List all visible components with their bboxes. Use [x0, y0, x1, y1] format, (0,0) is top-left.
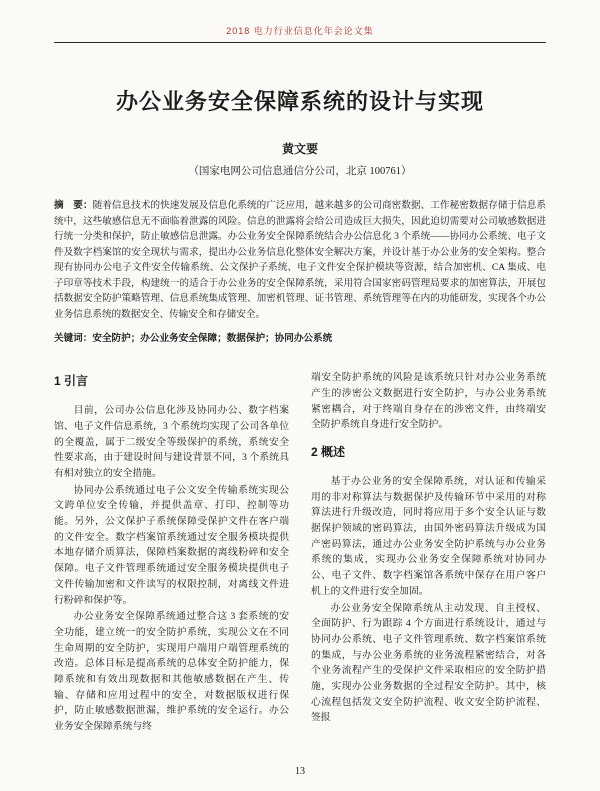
paragraph: 协同办公系统通过电子公文安全传输系统实现公文跨单位安全传输，并提供盖章、打印、控制等功能。另外，公文保护子系统保障受保护文件在客户端的文件安全。数字档案馆系统通过安全服务模块提供本地存储介质算法，保障档案数据的离线粉碎和安全保障。电子文件管理系统通过安全服务模块提供电子文件传输加密和文件读写的权限控制，对离线文件进行粉碎和保护等。 [54, 484, 289, 606]
proceedings-title: 2018 电力行业信息化年会论文集 [226, 26, 374, 36]
article-title: 办公业务安全保障系统的设计与实现 [115, 89, 484, 114]
paragraph: 办公业务安全保障系统通过整合这 3 套系统的安全功能，建立统一的安全防护系统，实现公文在不同生命周期的安全防护，实现用户端用户端管理系统的改造。总体目标是提高系统的总体安全防护能力，保障系统和有效出现数据和其他敏感数据在产生、传输、存储和应用过程中的安全，对数据版权进行保护，防止敏感数据泄漏，维护系统的安全运行。办公业务安全保障系统与终 [54, 611, 289, 732]
author-affiliation: （国家电网公司信息通信分公司，北京 100761） [188, 166, 412, 177]
page-number: 13 [295, 766, 305, 777]
keywords-block [54, 330, 546, 344]
keywords-text: 安全防护；办公业务安全保障；数据保护；协同办公系统 [92, 333, 333, 345]
paragraph: 基于办公业务的安全保障系统，对认证和传输采用的非对称算法与数据保护及传输环节中采用的对称算法进行升级改造，同时将应用于多个安全认证与数据保护领域的密码算法，由国外密码算法升级成为国产密码算法，通过办公业务安全防护系统与办公业务系统的集成，实现办公业务安全保障系统对协同办公、电子文件、数字档案馆各系统中保存在用户客户机上的文件进行安全加固。 [311, 476, 546, 597]
author-name: 黄文要 [281, 142, 318, 156]
page-header [54, 24, 546, 43]
header-divider [54, 42, 546, 43]
paragraph: 目前，公司办公信息化涉及协同办公、数字档案馆、电子文件信息系统，3 个系统均实现了公司各单位的全覆盖，属于二级安全等级保护的系统，系统安全性要求高，由于建设时间与建设背景不同，3 个系统具有相对独立的安全措施。 [54, 405, 289, 480]
section-heading-introduction: 1 引言 [54, 374, 89, 389]
abstract-block [54, 198, 546, 322]
left-column [54, 370, 289, 735]
body-columns [54, 370, 546, 735]
section-heading-overview: 2 概述 [311, 444, 346, 459]
paragraph-continuation: 端安全防护系统的风险是该系统只针对办公业务系统产生的涉密公文数据进行安全防护，与办公业务系统紧密耦合，对于终端自身存在的涉密文件，由终端安全防护系统自身进行安全防护。 [311, 372, 546, 431]
paragraph: 办公业务安全保障系统从主动发现、自主授权、全面防护、行为跟踪 4 个方面进行系统设计，通过与协同办公系统、电子文件管理系统、数字档案馆系统的集成，与办公业务系统的业务流程紧密结合，对各个业务流程产生的受保护文件采取相应的安全防护措施，实现办公业务数据的全过程安全防护。其中，核心流程包括发文安全防护流程、收文安全防护流程、签报 [311, 602, 546, 724]
abstract-label: 摘 要： [54, 200, 93, 211]
keywords-label: 关键词： [54, 333, 93, 345]
abstract-text: 随着信息技术的快速发展及信息化系统的广泛应用，越来越多的公司商密数据、工作秘密数据存储于信息系统中，这些敏感信息无不面临着泄露的风险。信息的泄露将会给公司造成巨大损失，因此迫切需要对公司敏感数据进行统一分类和保护，防止敏感信息泄露。办公业务安全保障系统结合办公信息化 3 个系统——协同办公系统、电子文件及数字档案馆的安全现状与需求，提出办公业务信息化整体安全解决方案，并设计基于办公业务的安全架构。整合现有协同办公电子文件安全传输系统、公文保护子系统、电子文件安全保护模块等资源，结合加密机、CA 集成、电子印章等技术手段，构建统一的适合于办公业务的安全保障系统，采用符合国家密码管理局要求的加密算法，开展包括数据安全防护策略管理、信息系统集成管理、加密机管理、证书管理、系统管理等在内的功能研发，实现各个办公业务信息系统的数据安全、传输安全和存储安全。 [54, 200, 546, 320]
right-column [311, 370, 546, 735]
